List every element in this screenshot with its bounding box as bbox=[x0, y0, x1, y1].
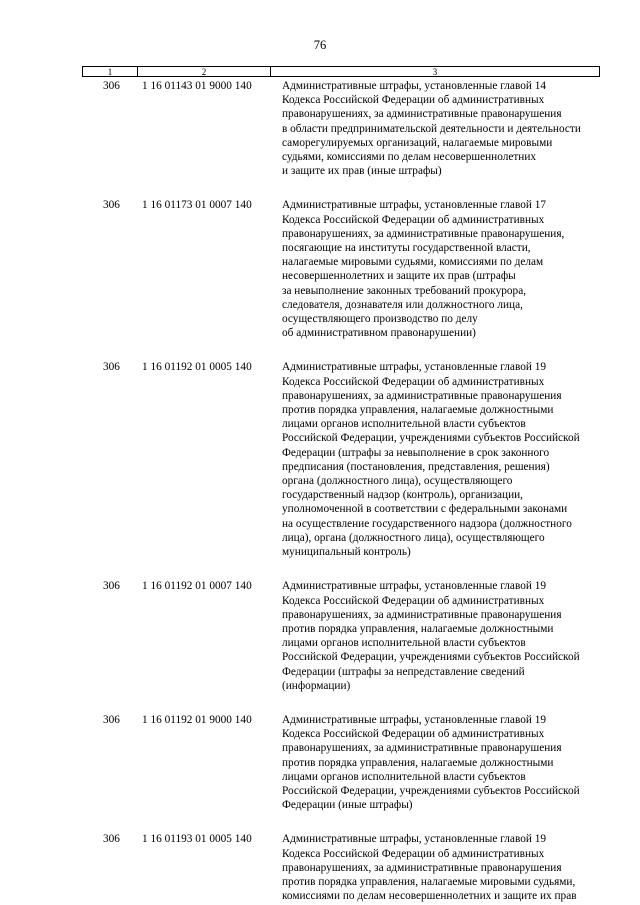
budget-code: 1 16 01193 01 0005 140 bbox=[142, 833, 252, 846]
table-row bbox=[82, 198, 600, 340]
budget-code: 1 16 01192 01 0005 140 bbox=[142, 361, 252, 374]
header-col-2: 2 bbox=[138, 67, 271, 76]
budget-code: 1 16 01192 01 9000 140 bbox=[142, 713, 252, 726]
admin-code: 306 bbox=[103, 361, 120, 374]
table-row bbox=[82, 79, 600, 178]
fines-table bbox=[82, 66, 600, 903]
budget-code: 1 16 01192 01 0007 140 bbox=[142, 580, 252, 593]
page-number: 76 bbox=[313, 38, 327, 52]
row-description: Административные штрафы, установленные главой 19 Кодекса Российской Федерации об административных правонарушениях, за административные правонарушения против порядка управления, налагаемые должностными лицами органов исполнительной власти субъектов Российской Федерации, учреждениями субъектов Российской Федерации (иные штрафы) bbox=[282, 713, 580, 812]
budget-code: 1 16 01173 01 0007 140 bbox=[142, 199, 252, 212]
admin-code: 306 bbox=[103, 580, 120, 593]
table-row bbox=[82, 832, 600, 903]
budget-code: 1 16 01143 01 9000 140 bbox=[142, 80, 252, 92]
row-description: Административные штрафы, установленные главой 19 Кодекса Российской Федерации об административных правонарушениях, за административные правонарушения против порядка управления, налагаемые мировыми судьями, комиссиями по делам несовершеннолетних и защите их прав bbox=[282, 833, 577, 903]
row-description: Административные штрафы, установленные главой 19 Кодекса Российской Федерации об административных правонарушениях, за административные правонарушения против порядка управления, налагаемые должностными лицами органов исполнительной власти субъектов Российской Федерации, учреждениями субъектов Российской Федерации (штрафы за непредставление сведений (информации) bbox=[282, 580, 580, 692]
header-col-1: 1 bbox=[83, 67, 138, 76]
admin-code: 306 bbox=[103, 199, 120, 212]
row-description: Административные штрафы, установленные главой 14 Кодекса Российской Федерации об административных правонарушениях, за административные правонарушения в области предпринимательской деятельности и деятельности саморегулируемых организаций, налагаемые мировыми судьями, комиссиями по делам несовершеннолетних и защите их прав (иные штрафы) bbox=[282, 80, 581, 178]
admin-code: 306 bbox=[103, 833, 120, 846]
table-row bbox=[82, 360, 600, 559]
table-row bbox=[82, 713, 600, 812]
table-row bbox=[82, 579, 600, 693]
row-description: Административные штрафы, установленные главой 17 Кодекса Российской Федерации об административных правонарушениях, за административные правонарушения, посягающие на институты государственной власти, налагаемые мировыми судьями, комиссиями по делам несовершеннолетних и защите их прав (штрафы за невыполнение законных требований прокурора, следователя, дознавателя или должностного лица, осуществляющего производство по делу об административном правонарушении) bbox=[282, 199, 565, 340]
admin-code: 306 bbox=[103, 80, 120, 92]
header-col-3: 3 bbox=[432, 67, 438, 77]
table-header bbox=[82, 66, 600, 77]
admin-code: 306 bbox=[103, 713, 120, 726]
row-description: Административные штрафы, установленные главой 19 Кодекса Российской Федерации об административных правонарушениях, за административные правонарушения против порядка управления, налагаемые должностными лицами органов исполнительной власти субъектов Российской Федерации, учреждениями субъектов Российской Федерации (штрафы за невыполнение в срок законного предписания (постановления, представления, решения) органа (должностного лица), осуществляющего государственный надзор (контроль), организации, уполномоченной в соответствии с федеральными законами на осуществление государственного надзора (должностного лица), органа (должностного лица), осуществляющего муниципальный контроль) bbox=[282, 361, 580, 559]
